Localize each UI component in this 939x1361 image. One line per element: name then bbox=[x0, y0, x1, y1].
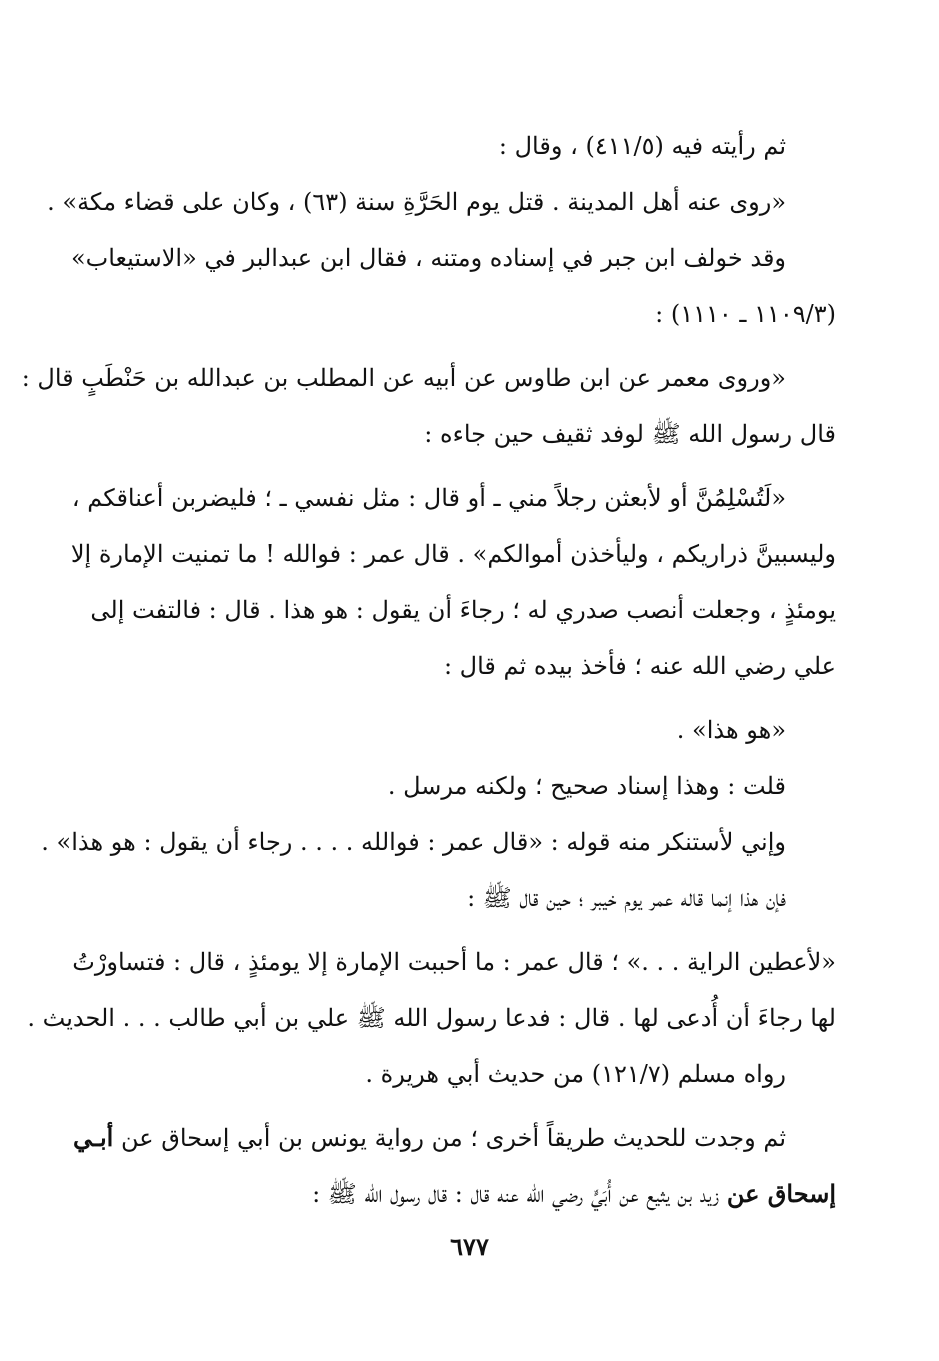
text-line-14: فإن هذا إنما قاله عمر يوم خيبر ؛ حين قال ﷺ : bbox=[467, 884, 786, 912]
text-line-9: يومئذٍ ، وجعلت أنصب صدري له ؛ رجاءَ أن يقول : هو هذا . قال : فالتفت إلى bbox=[90, 596, 836, 624]
text-line-8: وليسبينَّ ذراريكم ، وليأخذن أموالكم» . قال عمر : فوالله ! ما تمنيت الإمارة إلا bbox=[70, 540, 836, 568]
text-line-15: «لأعطين الراية . . .» ؛ قال عمر : ما أحببت الإمارة إلا يومئذٍ ، قال : فتساورْتُ bbox=[72, 948, 836, 976]
text-line-19-bold: إسحاق عن bbox=[726, 1179, 836, 1208]
text-line-12: قلت : وهذا إسناد صحيح ؛ ولكنه مرسل . bbox=[387, 772, 786, 800]
page-number: ٦٧٧ bbox=[450, 1232, 489, 1261]
text-line-1: ثم رأيته فيه (٤١١/٥) ، وقال : bbox=[498, 132, 786, 160]
text-line-19-main: زيد بن يثيع عن أُبَيٍّ رضي الله عنه قال : قال رسول الله ﷺ : bbox=[312, 1180, 720, 1208]
text-line-17: رواه مسلم (١٢١/٧) من حديث أبي هريرة . bbox=[365, 1060, 786, 1088]
text-line-6: قال رسول الله ﷺ لوفد ثقيف حين جاءه : bbox=[424, 420, 836, 448]
text-line-18-bold: أبـي bbox=[72, 1123, 114, 1152]
text-line-2: «روى عنه أهل المدينة . قتل يوم الحَرَّةِ سنة (٦٣) ، وكان على قضاء مكة» . bbox=[47, 188, 786, 216]
text-line-4: (١١٠٩/٣ ـ ١١١٠) : bbox=[655, 300, 836, 328]
text-line-10: علي رضي الله عنه ؛ فأخذ بيده ثم قال : bbox=[443, 652, 836, 680]
text-line-7: «لَتُسْلِمُنَّ أو لأبعثن رجلاً مني ـ أو قال : مثل نفسي ـ ؛ فليضربن أعناقكم ، bbox=[71, 484, 786, 512]
text-line-3: وقد خولف ابن جبر في إسناده ومتنه ، فقال ابن عبدالبر في «الاستيعاب» bbox=[70, 244, 786, 272]
text-line-19 bbox=[100, 1166, 836, 1222]
text-line-16: لها رجاءَ أن أُدعى لها . قال : فدعا رسول الله ﷺ علي بن أبي طالب . . . الحديث . bbox=[27, 1004, 836, 1032]
text-line-11: «هو هذا» . bbox=[676, 716, 786, 744]
document-body bbox=[21, 118, 836, 1222]
text-line-18-main: ثم وجدت للحديث طريقاً أخرى ؛ من رواية يونس بن أبي إسحاق عن bbox=[120, 1124, 786, 1152]
text-line-18 bbox=[72, 1110, 836, 1166]
text-line-13: وإني لأستنكر منه قوله : «قال عمر : فوالله . . . . رجاء أن يقول : هو هذا» . bbox=[41, 828, 786, 856]
text-line-5: «وروى معمر عن ابن طاوس عن أبيه عن المطلب بن عبدالله بن حَنْطَبٍ قال : bbox=[21, 364, 786, 392]
